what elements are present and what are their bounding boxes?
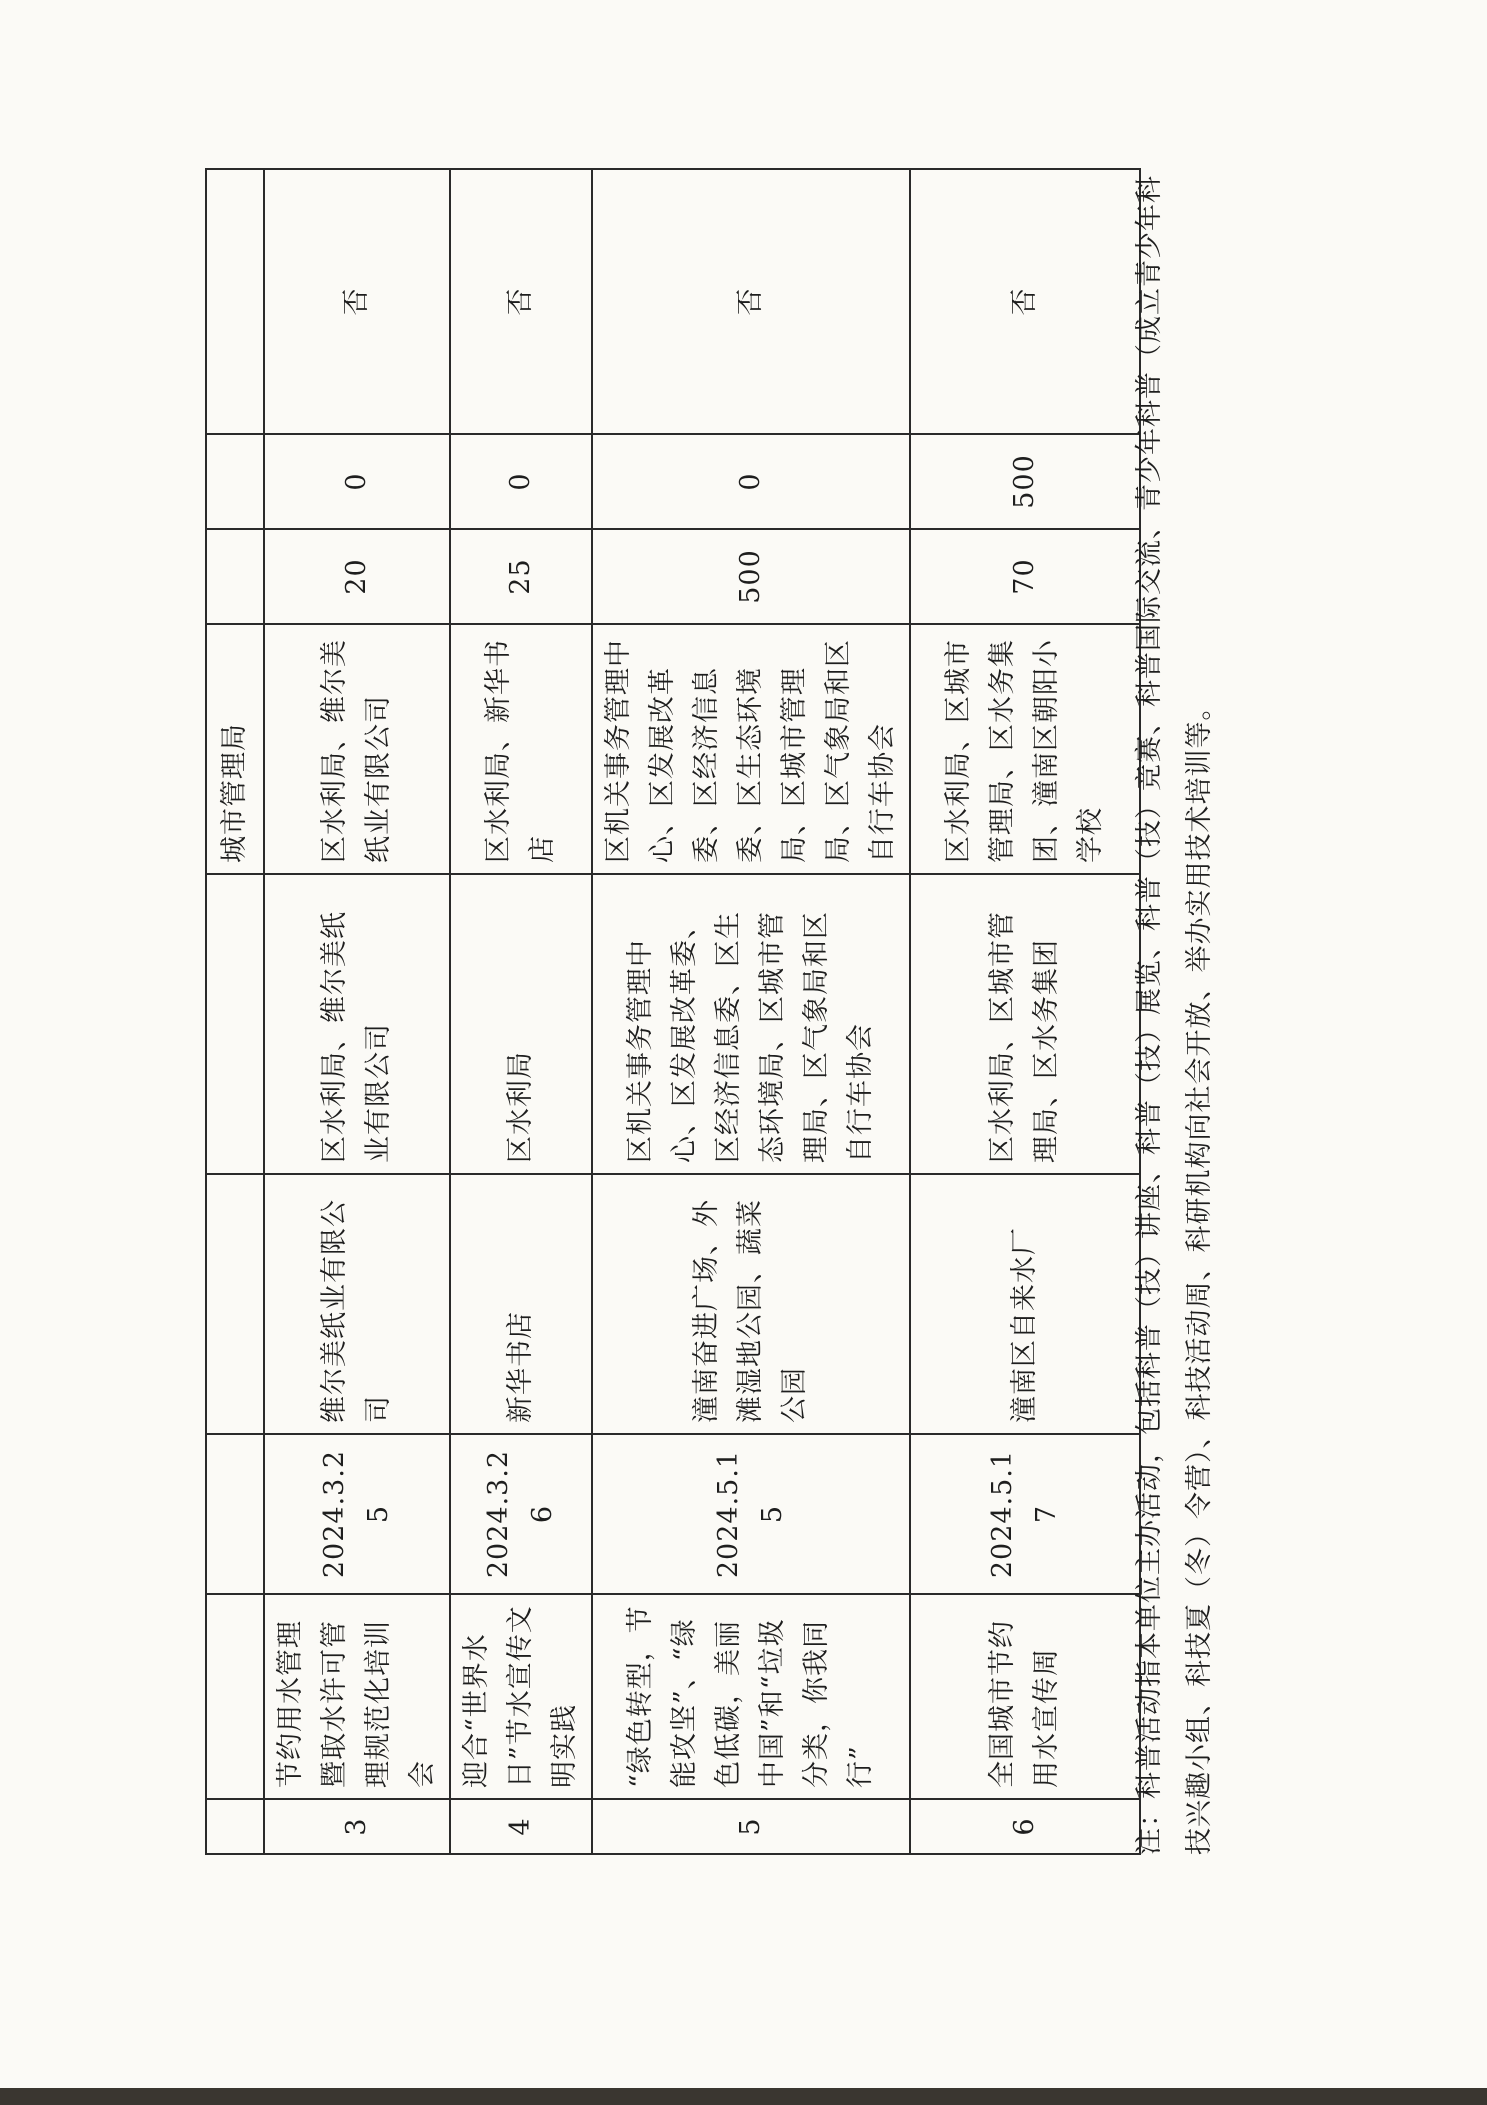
activity-organizer: 区水利局、区城市管理局、区水务集团 (910, 874, 1140, 1174)
activity-venue: 维尔美纸业有限公司 (264, 1174, 450, 1434)
activity-name: 迎合“世界水日”节水宣传文明实践 (450, 1594, 592, 1799)
row-number: 3 (264, 1799, 450, 1854)
header-fragment-row (206, 169, 264, 1854)
funds: 0 (450, 434, 592, 529)
header-cell-empty (206, 1594, 264, 1799)
activity-coorganizer: 区水利局、维尔美纸业有限公司 (264, 624, 450, 874)
activity-name: “绿色转型，节能攻坚”、“绿色低碳，美丽中国”和“垃圾分类，你我同行” (592, 1594, 910, 1799)
activity-coorganizer: 区水利局、区城市管理局、区水务集团、潼南区朝阳小学校 (910, 624, 1140, 874)
funds: 0 (264, 434, 450, 529)
activity-venue: 潼南区自来水厂 (910, 1174, 1140, 1434)
footnote: 注：科普活动指本单位主办活动，包括科普（技）讲座、科普（技）展览、科普（技）竞赛、科普国际交流、青少年科普（成立青少年科技兴趣小组、科技夏（冬）令营）、科技活动周、科研机构向社会开放、举办实用技术培训等。 (1134, 175, 1215, 1855)
activity-date: 2024.3.26 (450, 1434, 592, 1594)
participant-count: 25 (450, 529, 592, 624)
header-cell-empty (206, 1174, 264, 1434)
activity-coorganizer: 区机关事务管理中心、区发展改革委、区经济信息委、区生态环境局、区城市管理局、区气象局和区自行车协会 (592, 624, 910, 874)
activity-date: 2024.3.25 (264, 1434, 450, 1594)
row-number: 4 (450, 1799, 592, 1854)
activity-organizer: 区水利局、维尔美纸业有限公司 (264, 874, 450, 1174)
funds: 500 (910, 434, 1140, 529)
table-row (592, 169, 910, 1854)
participant-count: 20 (264, 529, 450, 624)
flag: 否 (592, 169, 910, 434)
header-cell-empty (206, 529, 264, 624)
funds: 0 (592, 434, 910, 529)
row-number: 5 (592, 1799, 910, 1854)
flag: 否 (450, 169, 592, 434)
header-cell-empty (206, 434, 264, 529)
participant-count: 500 (592, 529, 910, 624)
header-cell-empty (206, 1434, 264, 1594)
activity-table (205, 168, 1141, 1855)
header-cell-empty (206, 874, 264, 1174)
flag: 否 (910, 169, 1140, 434)
activity-name: 全国城市节约用水宣传周 (910, 1594, 1140, 1799)
activity-venue: 新华书店 (450, 1174, 592, 1434)
table-row (910, 169, 1140, 1854)
activity-date: 2024.5.15 (592, 1434, 910, 1594)
header-fragment-cell: 城市管理局 (206, 624, 264, 874)
participant-count: 70 (910, 529, 1140, 624)
activity-coorganizer: 区水利局、新华书店 (450, 624, 592, 874)
flag: 否 (264, 169, 450, 434)
activity-name: 节约用水管理暨取水许可管理规范化培训会 (264, 1594, 450, 1799)
activity-venue: 潼南奋进广场、外滩湿地公园、蔬菜公园 (592, 1174, 910, 1434)
activity-organizer: 区机关事务管理中心、区发展改革委、区经济信息委、区生态环境局、区城市管理局、区气象局和区自行车协会 (592, 874, 910, 1174)
row-number: 6 (910, 1799, 1140, 1854)
table-row (264, 169, 450, 1854)
table-row (450, 169, 592, 1854)
activity-organizer: 区水利局 (450, 874, 592, 1174)
activity-date: 2024.5.17 (910, 1434, 1140, 1594)
header-cell-empty (206, 1799, 264, 1854)
header-cell-empty (206, 169, 264, 434)
